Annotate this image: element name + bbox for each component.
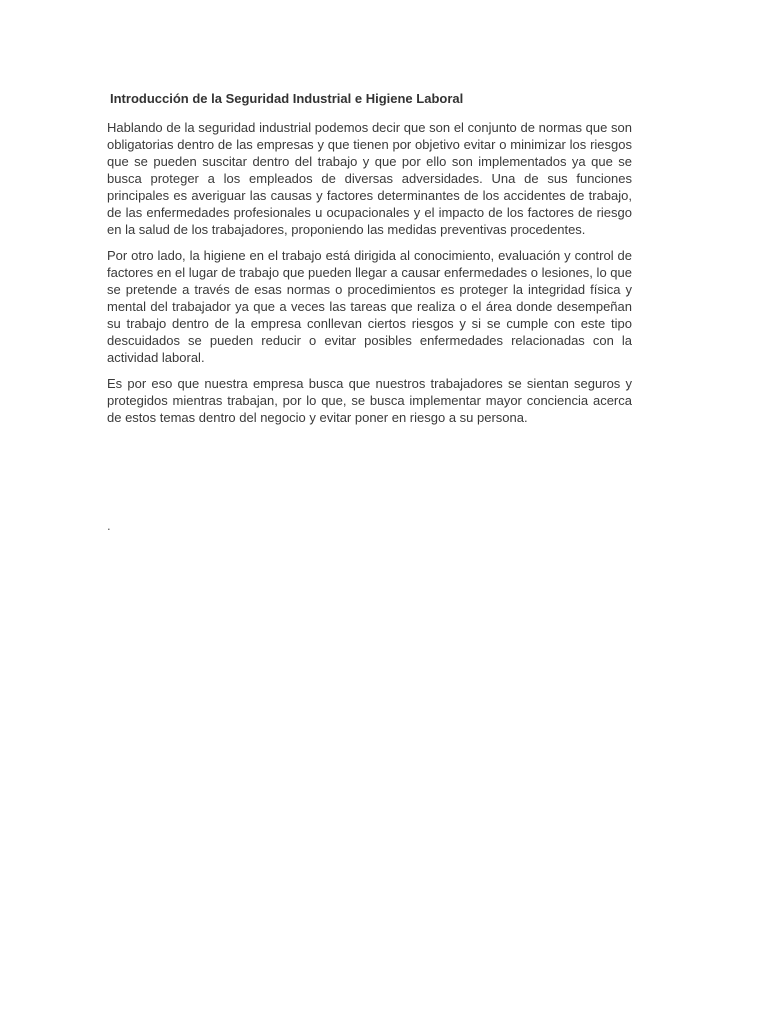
- paragraph-seguridad-industrial: Hablando de la seguridad industrial podemos decir que son el conjunto de normas que son obligatorias dentro de las empresas y que tienen por objetivo evitar o minimizar los riesgos que se pueden suscitar dentro del trabajo y que por ello son implementados ya que se busca proteger a los empleados de diversas adversidades. Una de sus funciones principales es averiguar las causas y factores determinantes de los accidentes de trabajo, de las enfermedades profesionales u ocupacionales y el impacto de los factores de riesgo en la salud de los trabajadores, proponiendo las medidas preventivas procedentes.: [107, 120, 632, 237]
- paragraph-higiene-trabajo: Por otro lado, la higiene en el trabajo está dirigida al conocimiento, evaluación y control de factores en el lugar de trabajo que pueden llegar a causar enfermedades o lesiones, lo que se pretende a través de esas normas o procedimientos es proteger la integridad física y mental del trabajador ya que a veces las tareas que realiza o el área donde desempeñan su trabajo dentro de la empresa conllevan ciertos riesgos y si se cumple con este tipo descuidados se pueden reducir o evitar posibles enfermedades relacionadas con la actividad laboral.: [107, 248, 632, 365]
- trailing-period: .: [107, 518, 111, 533]
- paragraph-conclusion: Es por eso que nuestra empresa busca que nuestros trabajadores se sientan seguros y protegidos mientras trabajan, por lo que, se busca implementar mayor conciencia acerca de estos temas dentro del negocio y evitar poner en riesgo a su persona.: [107, 376, 632, 425]
- document-body: [107, 90, 632, 435]
- document-title: Introducción de la Seguridad Industrial e Higiene Laboral: [110, 91, 464, 106]
